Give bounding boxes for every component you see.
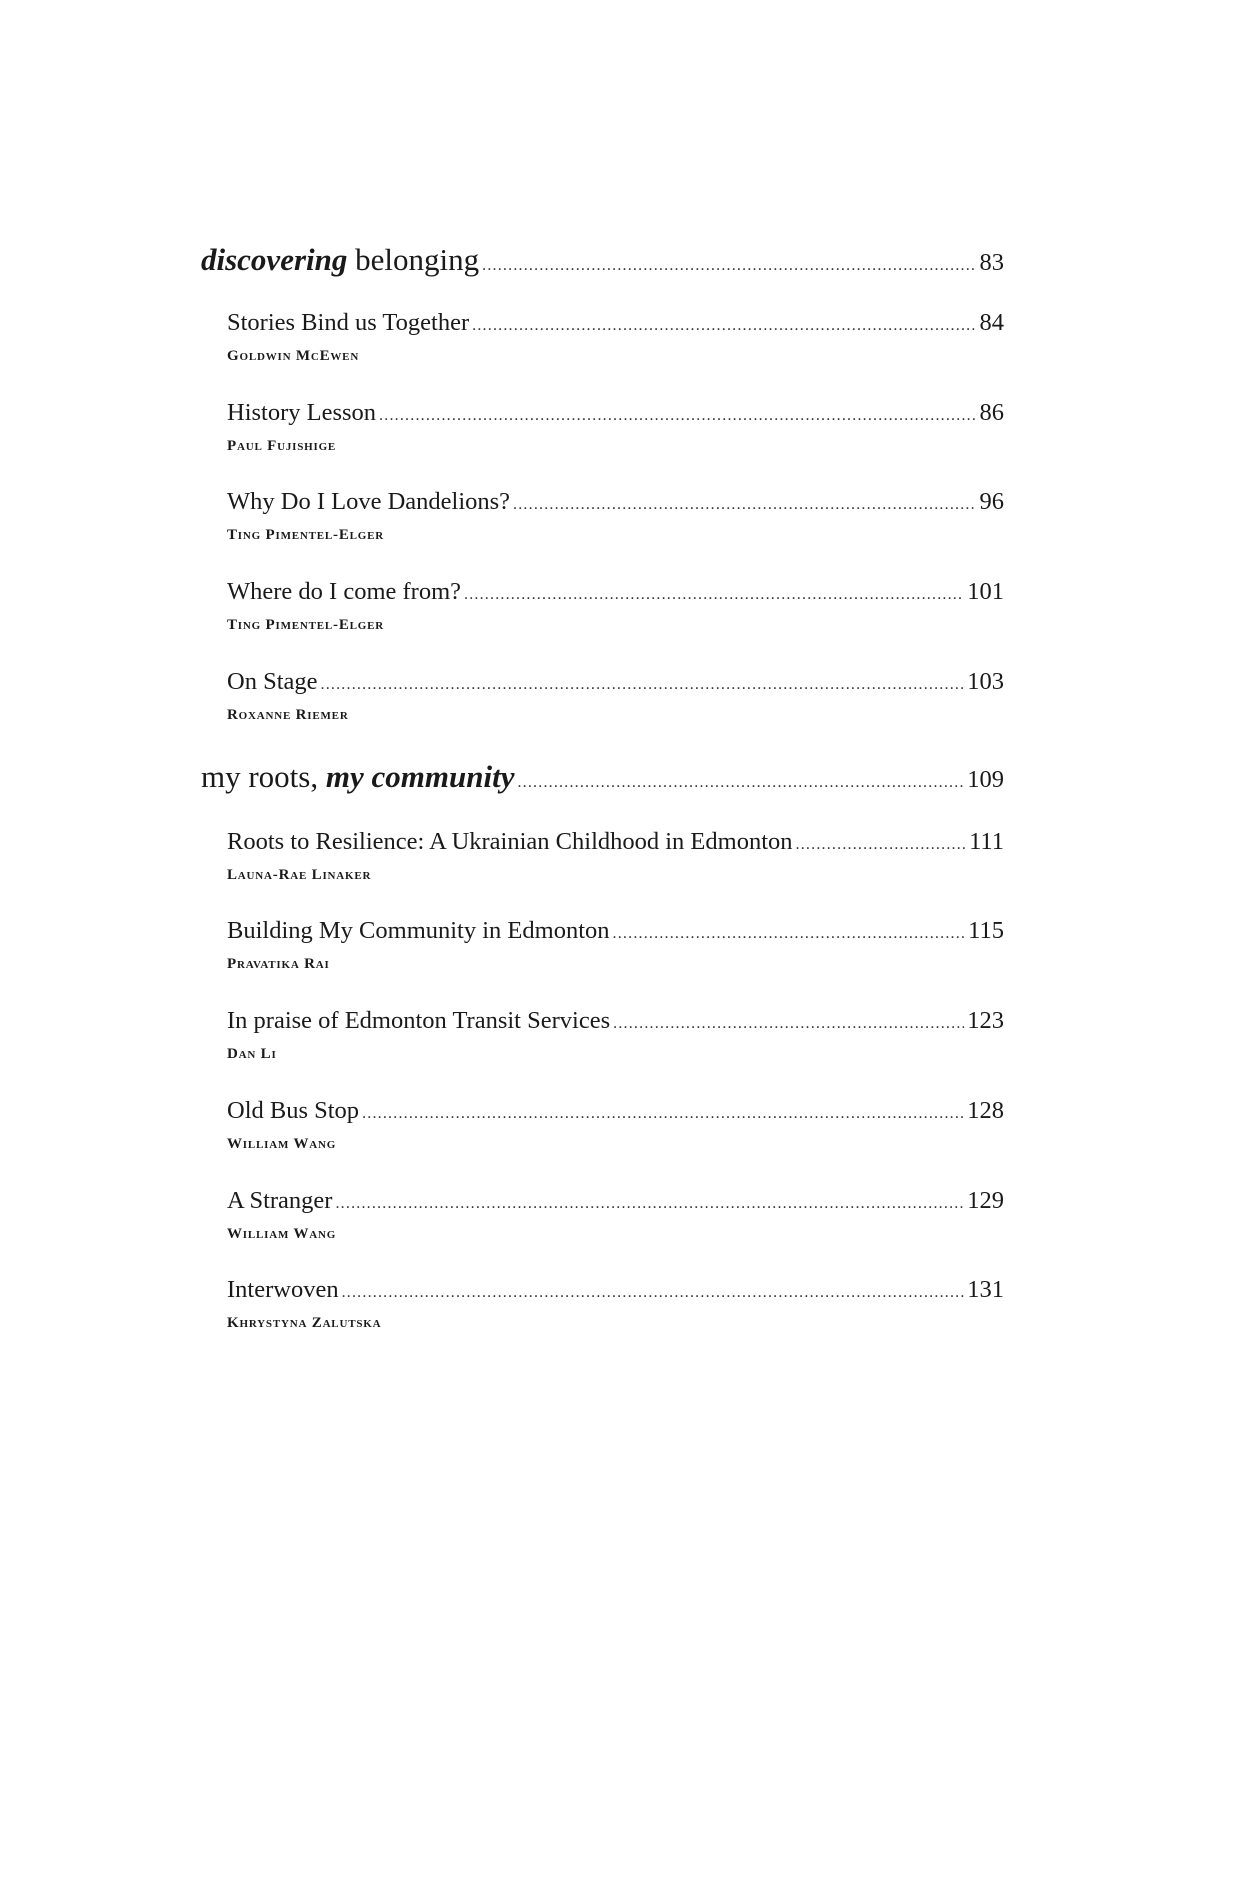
entry-author: Paul Fujishige [227, 438, 337, 454]
entry-title: Where do I come from? [227, 578, 461, 605]
entry-page-number: 123 [967, 1007, 1004, 1034]
entry-page-number: 86 [979, 399, 1004, 426]
entry-page-number: 96 [979, 488, 1004, 515]
dot-leader [379, 407, 976, 425]
entry-author: William Wang [227, 1136, 337, 1152]
section-heading-my-roots-my-community[interactable] [201, 759, 1004, 795]
entry-title: Why Do I Love Dandelions? [227, 488, 511, 515]
section-title-plain: belonging [347, 242, 480, 277]
dot-leader [472, 317, 976, 335]
entry-title: In praise of Edmonton Transit Services [227, 1007, 611, 1034]
entry-title: History Lesson [227, 399, 377, 426]
entry-page-number: 111 [969, 828, 1004, 855]
entry-page-number: 129 [967, 1187, 1004, 1214]
entry-author: Ting Pimentel-Elger [227, 527, 385, 543]
toc-entry[interactable] [227, 1097, 1004, 1125]
dot-leader [513, 496, 976, 514]
toc-entry[interactable] [227, 917, 1004, 945]
dot-leader [482, 257, 976, 275]
entry-author: Khrystyna Zalutska [227, 1315, 382, 1331]
entry-title: Old Bus Stop [227, 1097, 360, 1124]
entry-title: Building My Community in Edmonton [227, 917, 610, 944]
entry-page-number: 128 [967, 1097, 1004, 1124]
entry-author: Launa-Rae Linaker [227, 867, 372, 883]
entry-title: Stories Bind us Together [227, 309, 470, 336]
entry-page-number: 84 [979, 309, 1004, 336]
dot-leader [464, 586, 964, 604]
dot-leader [613, 1015, 964, 1033]
entry-author: Roxanne Riemer [227, 707, 349, 723]
entry-page-number: 103 [967, 668, 1004, 695]
toc-entry[interactable] [227, 1187, 1004, 1215]
section-title [201, 759, 514, 795]
section-title-italic: my community [325, 759, 515, 794]
section-title [201, 242, 479, 278]
toc-entry[interactable] [227, 1007, 1004, 1035]
toc-entry[interactable] [227, 668, 1004, 696]
section-title-italic: discovering [201, 242, 348, 277]
section-page-number: 83 [979, 249, 1004, 276]
entry-author: William Wang [227, 1226, 337, 1242]
entry-title: A Stranger [227, 1187, 333, 1214]
dot-leader [613, 925, 966, 943]
entry-author: Goldwin McEwen [227, 348, 360, 364]
entry-page-number: 115 [968, 917, 1004, 944]
entry-author: Ting Pimentel-Elger [227, 617, 385, 633]
entry-page-number: 101 [967, 578, 1004, 605]
section-page-number: 109 [967, 766, 1004, 793]
entry-title: Roots to Resilience: A Ukrainian Childhood in Edmonton [227, 828, 793, 855]
toc-entry[interactable] [227, 488, 1004, 516]
toc-entry[interactable] [227, 1276, 1004, 1304]
dot-leader [796, 836, 967, 854]
dot-leader [517, 774, 964, 792]
toc-entry[interactable] [227, 828, 1004, 856]
toc-entry[interactable] [227, 578, 1004, 606]
dot-leader [362, 1105, 964, 1123]
entry-title: Interwoven [227, 1276, 339, 1303]
dot-leader [321, 676, 965, 694]
entry-author: Pravatika Rai [227, 956, 330, 972]
dot-leader [335, 1195, 964, 1213]
entry-title: On Stage [227, 668, 318, 695]
section-heading-discovering-belonging[interactable] [201, 242, 1004, 278]
toc-entry[interactable] [227, 309, 1004, 337]
dot-leader [342, 1284, 965, 1302]
entry-author: Dan Li [227, 1046, 277, 1062]
section-title-plain: my roots, [201, 759, 326, 794]
entry-page-number: 131 [967, 1276, 1004, 1303]
toc-entry[interactable] [227, 399, 1004, 427]
